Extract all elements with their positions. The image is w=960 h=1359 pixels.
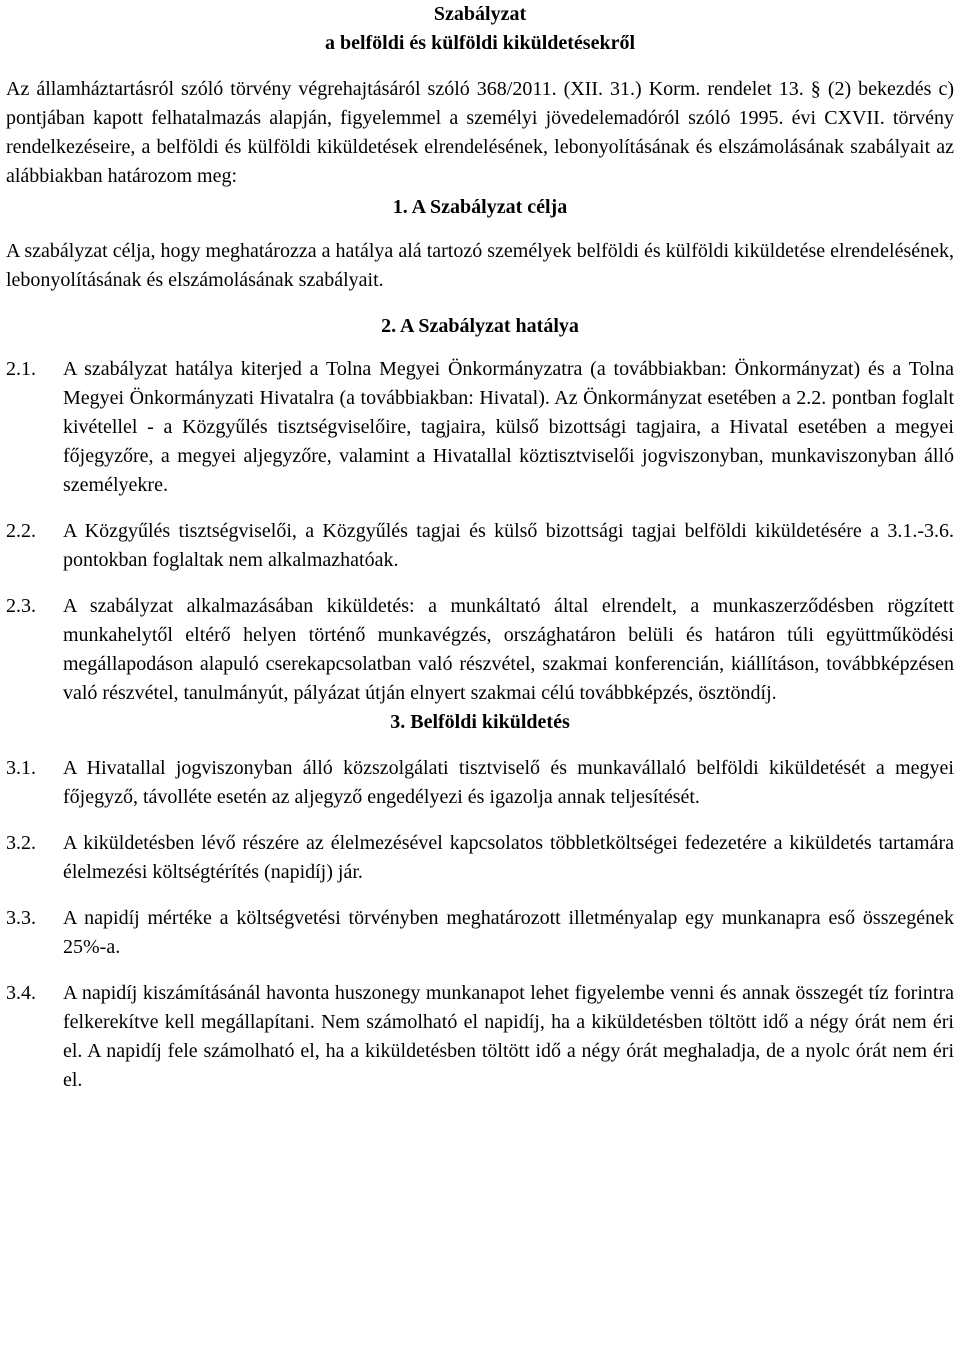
clause-text: A Hivatallal jogviszonyban álló közszolgálati tisztviselő és munkavállaló belföldi kiküldetését a megyei főjegyző, távolléte esetén az aljegyző engedélyezi és igazolja annak teljesítését. [63,757,954,808]
clause-number: 3.1. [6,757,36,779]
clause-text: A napidíj kiszámításánál havonta huszonegy munkanapot lehet figyelembe venni és annak összegét tíz forintra felkerekítve kell megállapítani. Nem számolható el napidíj, ha a kiküldetésben töltött idő a négy órát nem éri el. A napidíj fele számolható el, ha a kiküldetésben töltött idő a négy órát meghaladja, de a nyolc órát nem éri el. [63,982,954,1091]
section-2-heading: 2. A Szabályzat hatálya [381,315,579,337]
clause-2-3 [6,592,954,708]
clause-3-3 [6,904,954,962]
clause-3-4 [6,979,954,1095]
clause-text: A kiküldetésben lévő részére az élelmezésével kapcsolatos többletköltségei fedezetére a kiküldetés tartamára élelmezési költségtérítés (napidíj) jár. [63,832,954,883]
clause-2-2 [6,517,954,575]
section-1-text: A szabályzat célja, hogy meghatározza a hatálya alá tartozó személyek belföldi és külföldi kiküldetése elrendelésének, lebonyolításának és elszámolásának szabályait. [6,240,954,291]
clause-text: A szabályzat alkalmazásában kiküldetés: a munkáltató által elrendelt, a munkaszerződésben rögzített munkahelytől eltérő helyen történő munkavégzés, országhatáron belüli és határon túli együttműködési megállapodáson alapuló cserekapcsolatban való részvétel, szakmai konferencián, kiállításon, továbbképzésen való részvétel, tanulmányút, pályázat útján elnyert szakmai célú továbbképzés, ösztöndíj. [63,595,954,704]
section-1-heading: 1. A Szabályzat célja [392,196,568,218]
clause-2-1 [6,355,954,500]
title-line-2: a belföldi és külföldi kiküldetésekről [324,32,636,54]
clause-number: 3.2. [6,832,36,854]
clause-number: 3.3. [6,907,36,929]
intro-paragraph: Az államháztartásról szóló törvény végrehajtásáról szóló 368/2011. (XII. 31.) Korm. rendelet 13. § (2) bekezdés c) pontjában kapott felhatalmazás alapján, figyelemmel a személyi jövedelemadóról szóló 1995. évi CXVII. törvény rendelkezéseire, a belföldi és külföldi kiküldetések elrendelésének, lebonyolításának és elszámolásának szabályait az alábbiakban határozom meg: [6,78,954,187]
clause-number: 2.3. [6,595,36,617]
clause-text: A szabályzat hatálya kiterjed a Tolna Megyei Önkormányzatra (a továbbiakban: Önkormányzat) és a Tolna Megyei Önkormányzati Hivatalra (a továbbiakban: Hivatal). Az Önkormányzat esetében a 2.2. pontban foglalt kivétellel - a Közgyűlés tisztségviselőire, tagjaira, külső bizottsági tagjaira, a Hivatal esetében a megyei főjegyzőre, a megyei aljegyzőre, valamint a Hivatallal köztisztviselői jogviszonyban, munkaviszonyban álló személyekre. [63,358,954,496]
clause-3-1 [6,754,954,812]
clause-3-2 [6,829,954,887]
title-line-1: Szabályzat [433,3,527,25]
section-3-heading: 3. Belföldi kiküldetés [390,711,570,733]
clause-number: 2.1. [6,358,36,380]
clause-text: A Közgyűlés tisztségviselői, a Közgyűlés tagjai és külső bizottsági tagjai belföldi kiküldetésére a 3.1.-3.6. pontokban foglaltak nem alkalmazhatóak. [63,520,954,571]
clause-number: 2.2. [6,520,36,542]
document-title [6,0,954,58]
clause-text: A napidíj mértéke a költségvetési törvényben meghatározott illetményalap egy munkanapra eső összegének 25%-a. [63,907,954,958]
clause-number: 3.4. [6,982,36,1004]
